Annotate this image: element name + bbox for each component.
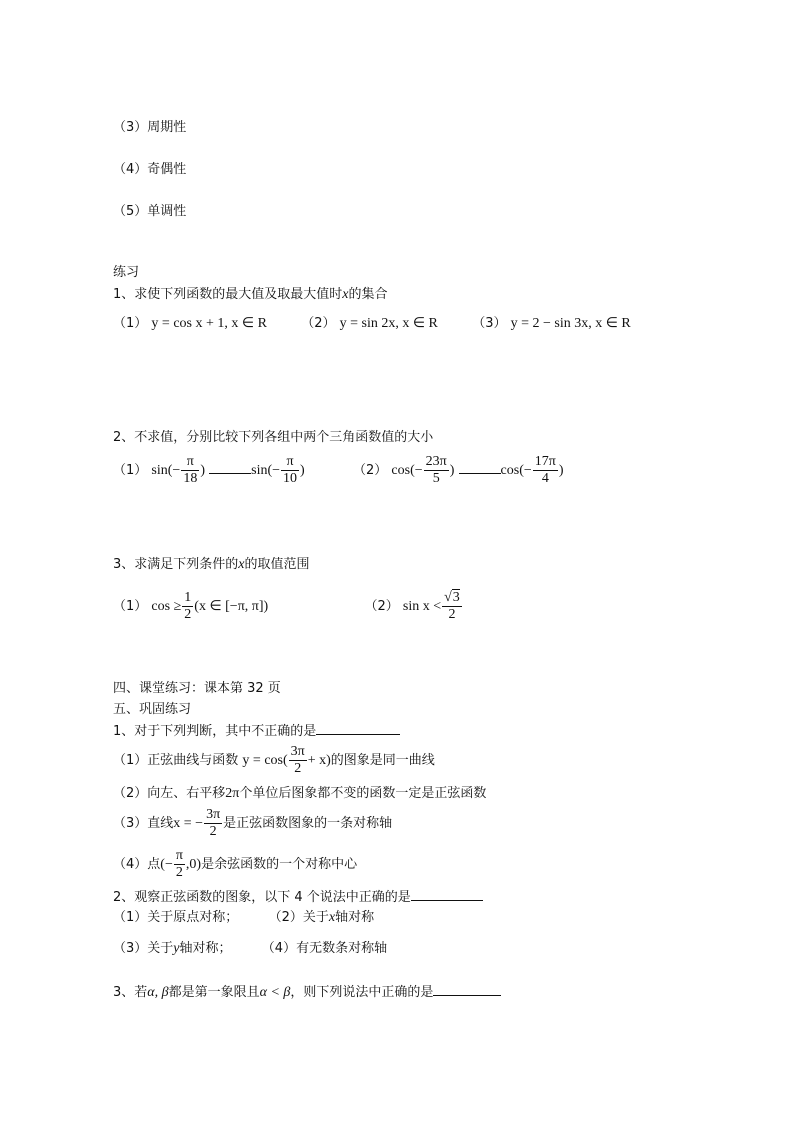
fraction-numerator: 17π <box>534 454 556 469</box>
property-monotonicity: （5）单调性 <box>113 204 187 219</box>
classroom-practice: 四、课堂练习：课本第 32 页 <box>113 681 281 696</box>
fraction-denominator: 10 <box>283 471 298 486</box>
consolidate-q1-s2 <box>113 785 486 803</box>
close-paren: ) <box>300 463 305 478</box>
practice-q2-sub1-right-fn: sin(− <box>251 463 281 478</box>
consolidate-q2 <box>113 888 483 907</box>
answer-blank[interactable] <box>459 461 501 474</box>
answer-blank[interactable] <box>411 888 483 901</box>
fraction <box>424 454 449 487</box>
fraction-denominator: 5 <box>432 471 440 486</box>
practice-q3-sub1-b: (x ∈ [−π, π]) <box>194 599 269 614</box>
close-paren: ) <box>558 463 564 478</box>
option-2-a: （2）关于 <box>268 910 329 925</box>
fraction-denominator: 2 <box>209 824 217 839</box>
option-3-a: （3）关于 <box>113 941 174 956</box>
q3-expr-a: α, β <box>147 985 169 1000</box>
s2-text-a: （2）向左、右平移 <box>113 786 226 801</box>
consolidate-q1-s3 <box>113 807 392 841</box>
practice-q3-subitems <box>113 590 463 624</box>
s3-text-b: 是正弦函数图象的一条对称轴 <box>223 816 393 831</box>
practice-q3-sub2-label: （2） <box>364 599 399 614</box>
practice-q1-text-a: 1、求使下列函数的最大值及取最大值时 <box>113 287 343 302</box>
q3-text-a: 3、若 <box>113 985 148 1000</box>
consolidate-heading: 五、巩固练习 <box>113 702 192 717</box>
fraction-numerator: 3π <box>290 744 305 759</box>
practice-q1-sub2-label: （2） <box>301 316 336 331</box>
fraction-denominator: 2 <box>294 761 302 776</box>
option-2-b: 轴对称 <box>335 910 375 925</box>
consolidate-q1-s1 <box>113 744 435 778</box>
answer-blank[interactable] <box>433 983 501 996</box>
practice-q2-sub1-label: （1） <box>113 463 148 478</box>
practice-q1-sub3-label: （3） <box>472 316 507 331</box>
practice-q3-sub1-a: cos ≥ <box>151 599 182 614</box>
s2-text-b: 个单位后图象都不变的函数一定是正弦函数 <box>239 786 487 801</box>
s3-text-a: （3）直线 <box>113 816 174 831</box>
consolidate-q3 <box>113 983 501 1002</box>
consolidate-q1 <box>113 722 400 741</box>
practice-q1-sub1-label: （1） <box>113 316 148 331</box>
fraction <box>181 454 199 487</box>
property-periodicity: （3）周期性 <box>113 120 187 135</box>
fraction-numerator: √3 <box>444 590 460 605</box>
practice-q1-text-b: 的集合 <box>348 287 388 302</box>
s3-expr: x = − <box>173 816 204 831</box>
practice-q2-sub2-right-fn: cos(− <box>500 463 532 478</box>
fraction <box>204 807 222 840</box>
practice-q1-var: x <box>342 287 349 302</box>
practice-q2: 2、不求值，分别比较下列各组中两个三角函数值的大小 <box>113 430 434 445</box>
fraction-denominator: 2 <box>184 607 192 622</box>
practice-q3-text-b: 的取值范围 <box>244 557 310 572</box>
answer-blank[interactable] <box>209 461 251 474</box>
practice-q3-sub1-label: （1） <box>113 599 148 614</box>
fraction-numerator: 3π <box>206 807 221 822</box>
fraction <box>289 744 307 777</box>
s1-expr-a: y = cos( <box>242 753 288 768</box>
fraction-numerator: π <box>175 848 183 863</box>
practice-q2-sub2-label: （2） <box>353 463 388 478</box>
fraction <box>533 454 558 487</box>
s1-tail: 的图象是同一曲线 <box>330 753 435 768</box>
consolidate-q1-text: 1、对于下列判断，其中不正确的是 <box>113 724 317 739</box>
answer-blank[interactable] <box>316 722 400 735</box>
sqrt-radicand: 3 <box>452 590 460 605</box>
fraction-denominator: 2 <box>175 865 183 880</box>
fraction <box>281 454 299 487</box>
q3-expr-b: α < β <box>259 985 291 1000</box>
option-4: （4）有无数条对称轴 <box>261 941 388 956</box>
practice-heading: 练习 <box>113 265 140 280</box>
fraction-numerator: 23π <box>425 454 447 469</box>
option-3-b: 轴对称； <box>179 941 232 956</box>
practice-q2-sub2-left-fn: cos(− <box>391 463 423 478</box>
consolidate-q2-options-b <box>113 940 387 958</box>
fraction-numerator: π <box>281 454 299 471</box>
practice-q1-sub1-expr: y = cos x + 1, x ∈ R <box>151 316 267 331</box>
property-parity: （4）奇偶性 <box>113 162 187 177</box>
fraction-denominator: 2 <box>448 607 456 622</box>
s4-text-b: 是余弦函数的一个对称中心 <box>201 857 358 872</box>
close-paren: ) <box>200 463 205 478</box>
practice-q3 <box>113 556 310 574</box>
s2-expr: 2π <box>225 786 240 801</box>
fraction-numerator: π <box>181 454 199 471</box>
q3-text-c: ，则下列说法中正确的是 <box>290 985 434 1000</box>
fraction <box>182 590 193 623</box>
consolidate-q1-s4 <box>113 848 357 882</box>
s4-expr-b: ,0) <box>185 857 202 872</box>
practice-q1-subitems <box>113 315 631 333</box>
practice-q3-text-a: 3、求满足下列条件的 <box>113 557 239 572</box>
fraction-denominator: 4 <box>541 471 549 486</box>
practice-q3-sub2-a: sin x < <box>402 599 442 614</box>
practice-q3-var: x <box>238 557 245 572</box>
s1-expr-b: + x) <box>307 753 331 768</box>
practice-q1-sub3-expr: y = 2 − sin 3x, x ∈ R <box>510 316 631 331</box>
practice-q1 <box>113 286 388 304</box>
practice-q2-sub1-left-fn: sin(− <box>151 463 181 478</box>
consolidate-q2-text: 2、观察正弦函数的图象，以下 4 个说法中正确的是 <box>113 890 411 905</box>
option-1: （1）关于原点对称； <box>113 910 239 925</box>
fraction <box>442 590 462 623</box>
s1-label: （1）正弦曲线与函数 <box>113 753 239 768</box>
option-2-var: x <box>328 910 336 925</box>
practice-q2-subitems <box>113 454 564 488</box>
s4-expr-a: (− <box>160 857 173 872</box>
fraction-denominator: 18 <box>183 471 198 486</box>
fraction <box>174 848 185 881</box>
practice-q1-sub2-expr: y = sin 2x, x ∈ R <box>339 316 438 331</box>
fraction-numerator: 1 <box>184 590 192 605</box>
s4-text-a: （4）点 <box>113 857 161 872</box>
q3-text-b: 都是第一象限且 <box>168 985 260 1000</box>
option-3-var: y <box>173 941 180 956</box>
close-paren: ) <box>449 463 455 478</box>
consolidate-q2-options-a <box>113 909 374 927</box>
